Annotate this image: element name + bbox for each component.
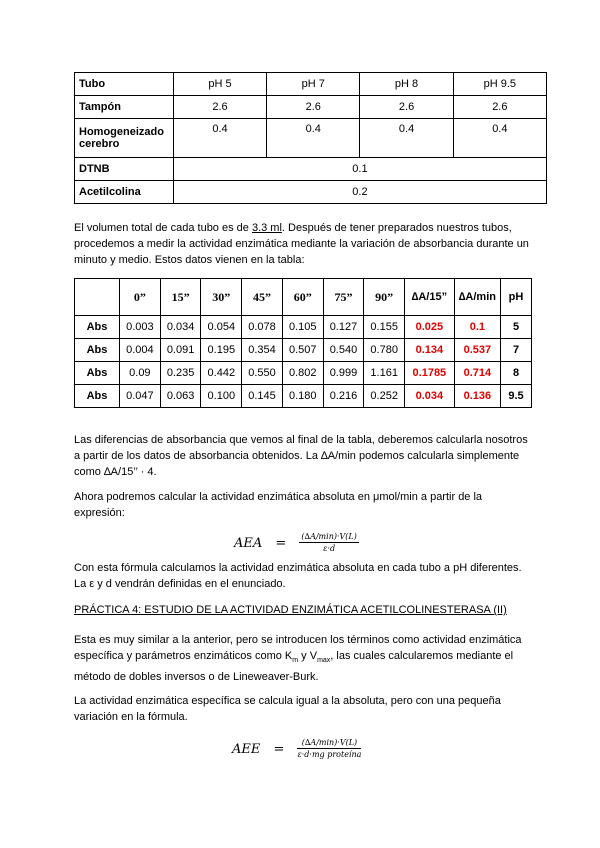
formula-lhs: AEA [234,536,263,551]
table-cell: 0.105 [282,316,323,339]
column-header: 60” [282,279,323,316]
table-row [75,385,532,408]
delta-a-min-cell: 0.136 [454,385,500,408]
table-cell: 0.155 [364,316,405,339]
table-cell: 0.540 [323,339,364,362]
table-cell: 0.127 [323,316,364,339]
column-header: 0” [120,279,161,316]
table-cell: 0.034 [160,316,201,339]
delta-a-15-cell: 0.134 [405,339,455,362]
column-header: ∆A/min [454,279,500,316]
formula-fraction [299,532,358,553]
table-cell: 0.354 [242,339,283,362]
delta-a-15-cell: 0.1785 [405,362,455,385]
ph-cell: 9.5 [501,385,532,408]
column-header: pH 9.5 [453,73,546,96]
column-header: 90” [364,279,405,316]
table-cell: 0.4 [360,119,453,158]
ph-cell: 5 [501,316,532,339]
merged-cell: 0.1 [173,158,546,181]
paragraph-formula-usage: Con esta fórmula calculamos la actividad enzimática absoluta en cada tubo a pH diferentes. La ε y d vendrán definidas en el enunciado. [74,562,522,590]
table-cell: 2.6 [360,96,453,119]
column-header: ∆A/15” [405,279,455,316]
absorbance-table [74,278,532,408]
ph-cell: 7 [501,339,532,362]
formula-denominator: ε·d [323,544,336,553]
table-row [75,339,532,362]
formula-numerator: (∆A/min)·V(L) [297,738,361,749]
table-cell: 0.780 [364,339,405,362]
column-header [75,279,120,316]
table-cell: 0.4 [173,119,266,158]
table-row [75,73,547,96]
delta-a-15-cell: 0.034 [405,385,455,408]
formula-aee [232,738,361,759]
paragraph-absolute-activity: Ahora podremos calcular la actividad enzimática absoluta en μmol/min a partir de la expresión: [74,491,483,519]
paragraph-specific-formula: La actividad enzimática específica se calcula igual a la absoluta, pero con una pequeña variación en la fórmula. [74,695,501,723]
row-label: Tubo [75,73,174,96]
table-header-row [75,279,532,316]
formula-lhs: AEE [232,742,261,757]
delta-a-min-cell: 0.714 [454,362,500,385]
table-cell: 2.6 [453,96,546,119]
formula-equals: = [275,536,287,551]
table-cell: 0.802 [282,362,323,385]
formula-fraction [297,738,361,759]
table-cell: 0.252 [364,385,405,408]
table-cell: 0.442 [201,362,242,385]
table-cell: 0.078 [242,316,283,339]
table-cell: 0.054 [201,316,242,339]
column-header: pH 7 [267,73,360,96]
table-cell: 0.09 [120,362,161,385]
table-cell: 0.999 [323,362,364,385]
table-cell: 0.216 [323,385,364,408]
table-cell: 0.091 [160,339,201,362]
formula-equals: = [273,742,285,757]
section-heading: PRÁCTICA 4: ESTUDIO DE LA ACTIVIDAD ENZIMÁTICA ACETILCOLINESTERASA (II) [74,604,507,616]
table-cell: 0.004 [120,339,161,362]
row-label: Acetilcolina [75,181,174,204]
table-cell: 2.6 [173,96,266,119]
column-header: 75” [323,279,364,316]
table-row [75,119,547,158]
table-cell: 1.161 [364,362,405,385]
paragraph-specific-activity: Esta es muy similar a la anterior, pero se introducen los términos como actividad enzimática específica y parámetros enzimáticos como $K_m$ y $V_{max}$, las cuales calcularemos mediante el método de dobles inversos o de Lineweaver-Burk. [74,634,522,684]
merged-cell: 0.2 [173,181,546,204]
column-header: pH [501,279,532,316]
table-cell: 0.4 [267,119,360,158]
row-label: Tampón [75,96,174,119]
column-header: 30” [201,279,242,316]
formula-aea [234,532,359,553]
paragraph-differences: Las diferencias de absorbancia que vemos al final de la tabla, deberemos calcularla nosotros a partir de los datos de absorbancia obtenidos. La ∆A/min podemos calcularla simplemente como ∆A/15’’ · 4. [74,434,528,478]
table-cell: 0.047 [120,385,161,408]
table-cell: 0.4 [453,119,546,158]
row-label: DTNB [75,158,174,181]
table-cell: 0.235 [160,362,201,385]
table-row [75,96,547,119]
table-row [75,316,532,339]
delta-a-15-cell: 0.025 [405,316,455,339]
row-label: Abs [75,362,120,385]
row-label: Abs [75,339,120,362]
table-cell: 0.145 [242,385,283,408]
ph-cell: 8 [501,362,532,385]
row-label: Homogeneizado cerebro [75,119,174,158]
table-cell: 0.063 [160,385,201,408]
delta-a-min-cell: 0.537 [454,339,500,362]
table-cell: 0.003 [120,316,161,339]
table-cell: 0.100 [201,385,242,408]
table-row [75,362,532,385]
row-label: Abs [75,385,120,408]
column-header: pH 8 [360,73,453,96]
delta-a-min-cell: 0.1 [454,316,500,339]
table-cell: 0.507 [282,339,323,362]
column-header: 45” [242,279,283,316]
table-cell: 0.550 [242,362,283,385]
column-header: pH 5 [173,73,266,96]
table-cell: 0.195 [201,339,242,362]
reagents-table [74,72,547,204]
table-row [75,158,547,181]
table-row [75,181,547,204]
volume-value: 3.3 ml [251,222,282,234]
column-header: 15” [160,279,201,316]
formula-numerator: (∆A/min)·V(L) [301,532,357,541]
formula-denominator: ε·d·mg proteína [297,750,362,759]
row-label: Abs [75,316,120,339]
table-cell: 2.6 [267,96,360,119]
table-cell: 0.180 [282,385,323,408]
paragraph-volume: El volumen total de cada tubo es de 3.3 ml. Después de tener preparados nuestros tubos, procedemos a medir la actividad enzimática mediante la variación de absorbancia durante un minuto y medio. Estos datos vienen en la tabla: [74,222,529,266]
